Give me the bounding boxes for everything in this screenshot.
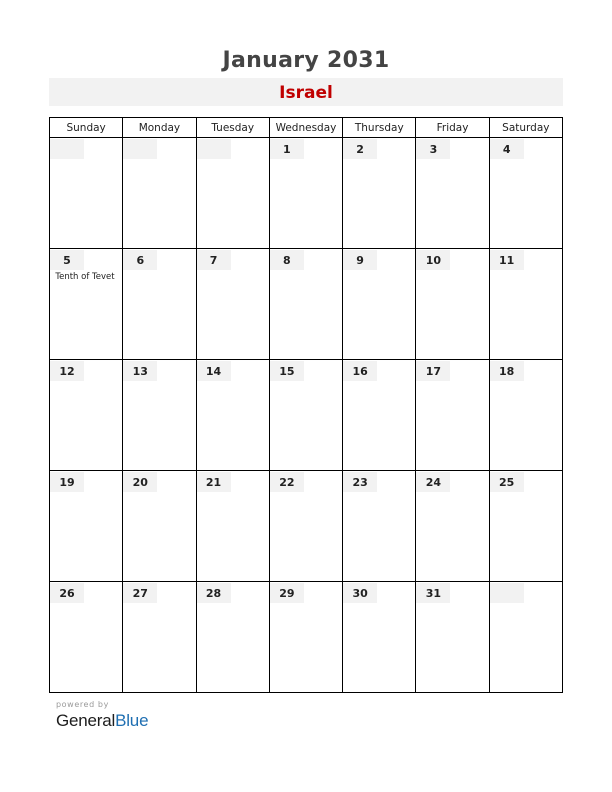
day-cell[interactable] <box>50 582 123 693</box>
day-number: 25 <box>490 472 524 492</box>
day-number: 8 <box>270 250 304 270</box>
country-name: Israel <box>279 83 333 103</box>
day-cell[interactable] <box>196 471 269 582</box>
day-cell[interactable] <box>343 249 416 360</box>
logo-general-text: General <box>56 711 116 730</box>
day-cell[interactable] <box>489 582 562 693</box>
day-number: 10 <box>416 250 450 270</box>
day-cell[interactable] <box>269 138 342 249</box>
day-number: 17 <box>416 361 450 381</box>
calendar-weeks <box>50 138 563 693</box>
day-number: 19 <box>50 472 84 492</box>
weekday-header-wednesday: Wednesday <box>269 118 342 138</box>
day-cell[interactable] <box>269 471 342 582</box>
day-number: 29 <box>270 583 304 603</box>
day-number: 6 <box>123 250 157 270</box>
holiday-label: Tenth of Tevet <box>55 272 115 282</box>
generalblue-logo[interactable] <box>56 711 148 731</box>
day-number: 11 <box>490 250 524 270</box>
country-banner <box>49 78 563 106</box>
day-cell[interactable] <box>416 138 489 249</box>
empty-day-marker <box>50 139 84 159</box>
day-cell[interactable] <box>343 138 416 249</box>
day-number: 4 <box>490 139 524 159</box>
day-number: 26 <box>50 583 84 603</box>
empty-day-marker <box>490 583 524 603</box>
weekday-header-friday: Friday <box>416 118 489 138</box>
weekday-header-sunday: Sunday <box>50 118 123 138</box>
day-cell[interactable] <box>196 249 269 360</box>
day-cell[interactable] <box>196 582 269 693</box>
day-number: 7 <box>197 250 231 270</box>
calendar-grid <box>49 117 563 693</box>
day-number: 31 <box>416 583 450 603</box>
day-cell[interactable] <box>269 249 342 360</box>
empty-day-marker <box>197 139 231 159</box>
day-number: 18 <box>490 361 524 381</box>
weekday-header-thursday: Thursday <box>343 118 416 138</box>
day-number: 28 <box>197 583 231 603</box>
weekday-header-monday: Monday <box>123 118 196 138</box>
day-cell[interactable] <box>416 471 489 582</box>
empty-day-marker <box>123 139 157 159</box>
day-number: 9 <box>343 250 377 270</box>
day-cell[interactable] <box>343 360 416 471</box>
day-cell[interactable] <box>416 360 489 471</box>
day-cell[interactable] <box>123 582 196 693</box>
day-number: 20 <box>123 472 157 492</box>
day-cell[interactable] <box>50 471 123 582</box>
footer-branding <box>56 700 148 731</box>
day-cell[interactable] <box>50 249 123 360</box>
day-number: 14 <box>197 361 231 381</box>
week-row <box>50 471 563 582</box>
weekday-header-tuesday: Tuesday <box>196 118 269 138</box>
day-cell[interactable] <box>416 582 489 693</box>
day-number: 13 <box>123 361 157 381</box>
day-number: 23 <box>343 472 377 492</box>
day-cell[interactable] <box>416 249 489 360</box>
day-cell[interactable] <box>196 360 269 471</box>
day-number: 5 <box>50 250 84 270</box>
weekday-header-row <box>50 118 563 138</box>
day-cell[interactable] <box>489 249 562 360</box>
day-number: 15 <box>270 361 304 381</box>
day-number: 30 <box>343 583 377 603</box>
week-row <box>50 138 563 249</box>
day-number: 2 <box>343 139 377 159</box>
weekday-header-saturday: Saturday <box>489 118 562 138</box>
powered-by-text: powered by <box>56 700 109 709</box>
day-cell[interactable] <box>489 360 562 471</box>
day-cell[interactable] <box>123 249 196 360</box>
day-number: 3 <box>416 139 450 159</box>
day-cell[interactable] <box>489 471 562 582</box>
week-row <box>50 582 563 693</box>
day-cell[interactable] <box>50 138 123 249</box>
day-number: 24 <box>416 472 450 492</box>
day-cell[interactable] <box>343 582 416 693</box>
day-cell[interactable] <box>489 138 562 249</box>
day-number: 21 <box>197 472 231 492</box>
day-cell[interactable] <box>123 360 196 471</box>
day-number: 12 <box>50 361 84 381</box>
day-cell[interactable] <box>196 138 269 249</box>
day-cell[interactable] <box>343 471 416 582</box>
calendar-title: January 2031 <box>222 48 390 73</box>
logo-blue-text: Blue <box>115 711 149 730</box>
week-row <box>50 249 563 360</box>
day-cell[interactable] <box>269 582 342 693</box>
day-number: 1 <box>270 139 304 159</box>
day-number: 22 <box>270 472 304 492</box>
day-cell[interactable] <box>123 138 196 249</box>
day-number: 27 <box>123 583 157 603</box>
day-number: 16 <box>343 361 377 381</box>
day-cell[interactable] <box>269 360 342 471</box>
day-cell[interactable] <box>50 360 123 471</box>
day-cell[interactable] <box>123 471 196 582</box>
week-row <box>50 360 563 471</box>
